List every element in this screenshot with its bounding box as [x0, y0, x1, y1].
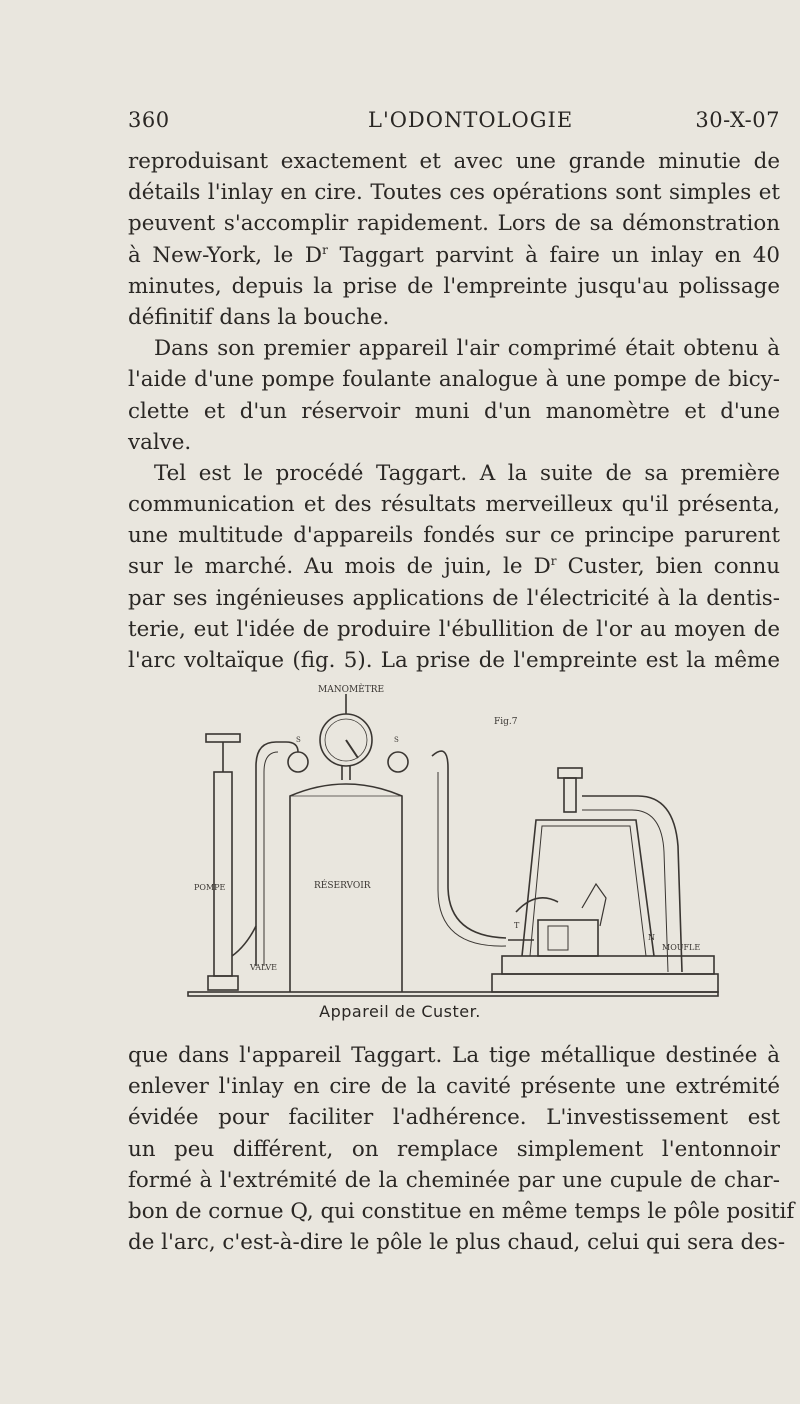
right-tube — [432, 751, 506, 938]
text-line: de l'arc, c'est-à-dire le pôle le plus chaud, celui qui sera des- — [128, 1230, 786, 1256]
reservoir-label: RÉSERVOIR — [314, 881, 371, 891]
text-line: que dans l'appareil Taggart. La tige métallique destinée à — [128, 1043, 780, 1068]
n-label: N — [648, 933, 655, 942]
text-fragment: sur le marché. Au mois de juin, le D — [128, 554, 551, 580]
journal-title: L'ODONTOLOGIE — [368, 108, 574, 132]
text-line: peuvent s'accomplir rapidement. Lors de sa démonstration — [128, 211, 780, 237]
superscript: r — [550, 554, 557, 569]
superscript: r — [322, 242, 328, 257]
right-valve — [388, 752, 408, 772]
valve-s-label: S — [394, 736, 399, 744]
apparatus-drawing — [186, 676, 766, 1006]
custer-apparatus-figure — [186, 676, 766, 1006]
text-line: par ses ingénieuses applications de l'électricité à la dentis- — [128, 585, 780, 611]
text-line — [128, 240, 780, 271]
text-line: bon de cornue Q, qui constitue en même temps le pôle positif — [128, 1198, 795, 1224]
text-line: Tel est le procédé Taggart. A la suite de sa première — [154, 460, 780, 486]
text-fragment: Custer, bien connu — [556, 554, 780, 580]
text-line: un peu différent, on remplace simplement l'entonnoir — [128, 1136, 780, 1162]
valve-s-label: S — [296, 736, 301, 744]
text-line: communication et des résultats merveilleux qu'il présenta, — [128, 492, 780, 518]
pump-handle — [206, 734, 240, 742]
text-line: détails l'inlay en cire. Toutes ces opérations sont simples et — [128, 180, 780, 206]
text-line: l'arc voltaïque (fig. 5). La prise de l'empreinte est la même — [128, 648, 780, 673]
text-line: terie, eut l'idée de produire l'ébullition de l'or au moyen de — [128, 616, 780, 642]
pompe-label: POMPE — [194, 883, 226, 892]
issue-date: 30-X-07 — [695, 108, 780, 132]
manometer-gauge — [320, 714, 372, 766]
moufle-label: MOUFLE — [662, 943, 701, 952]
text-line: définitif dans la bouche. — [128, 304, 390, 330]
text-fragment: Taggart parvint à faire un inlay en 40 — [327, 242, 780, 268]
text-line: minutes, depuis la prise de l'empreinte jusqu'au polissage — [128, 273, 780, 299]
pump-cylinder — [214, 772, 232, 976]
text-line: une multitude d'appareils fondés sur ce principe parurent — [128, 523, 780, 549]
press-stand — [522, 820, 654, 956]
text-line: enlever l'inlay en cire de la cavité présente une extrémité — [128, 1074, 780, 1100]
figure-caption: Appareil de Custer. — [319, 1002, 481, 1021]
body-text-bottom — [128, 1040, 795, 1258]
text-line: évidée pour faciliter l'adhérence. L'investissement est — [128, 1105, 780, 1131]
text-line — [128, 551, 780, 582]
left-tube — [256, 742, 298, 966]
body-text-top — [128, 146, 780, 676]
text-line: reproduisant exactement et avec une grande minutie de — [128, 149, 780, 174]
text-line: l'aide d'une pompe foulante analogue à une pompe de bicy- — [128, 367, 780, 393]
left-valve — [288, 752, 308, 772]
text-line: valve. — [128, 429, 192, 455]
running-header — [128, 108, 780, 138]
text-line: formé à l'extrémité de la cheminée par une cupule de char- — [128, 1167, 780, 1193]
text-fragment: à New-York, le D — [128, 242, 323, 268]
page-number: 360 — [128, 108, 170, 132]
text-line: clette et d'un réservoir muni d'un manomètre et d'une — [128, 398, 780, 424]
manometre-label: MANOMÈTRE — [318, 685, 385, 695]
t-label: T — [514, 921, 520, 930]
fig-label: Fig.7 — [494, 717, 518, 727]
valve-label: VALVE — [250, 963, 277, 972]
text-line: Dans son premier appareil l'air comprimé était obtenu à — [154, 336, 780, 362]
